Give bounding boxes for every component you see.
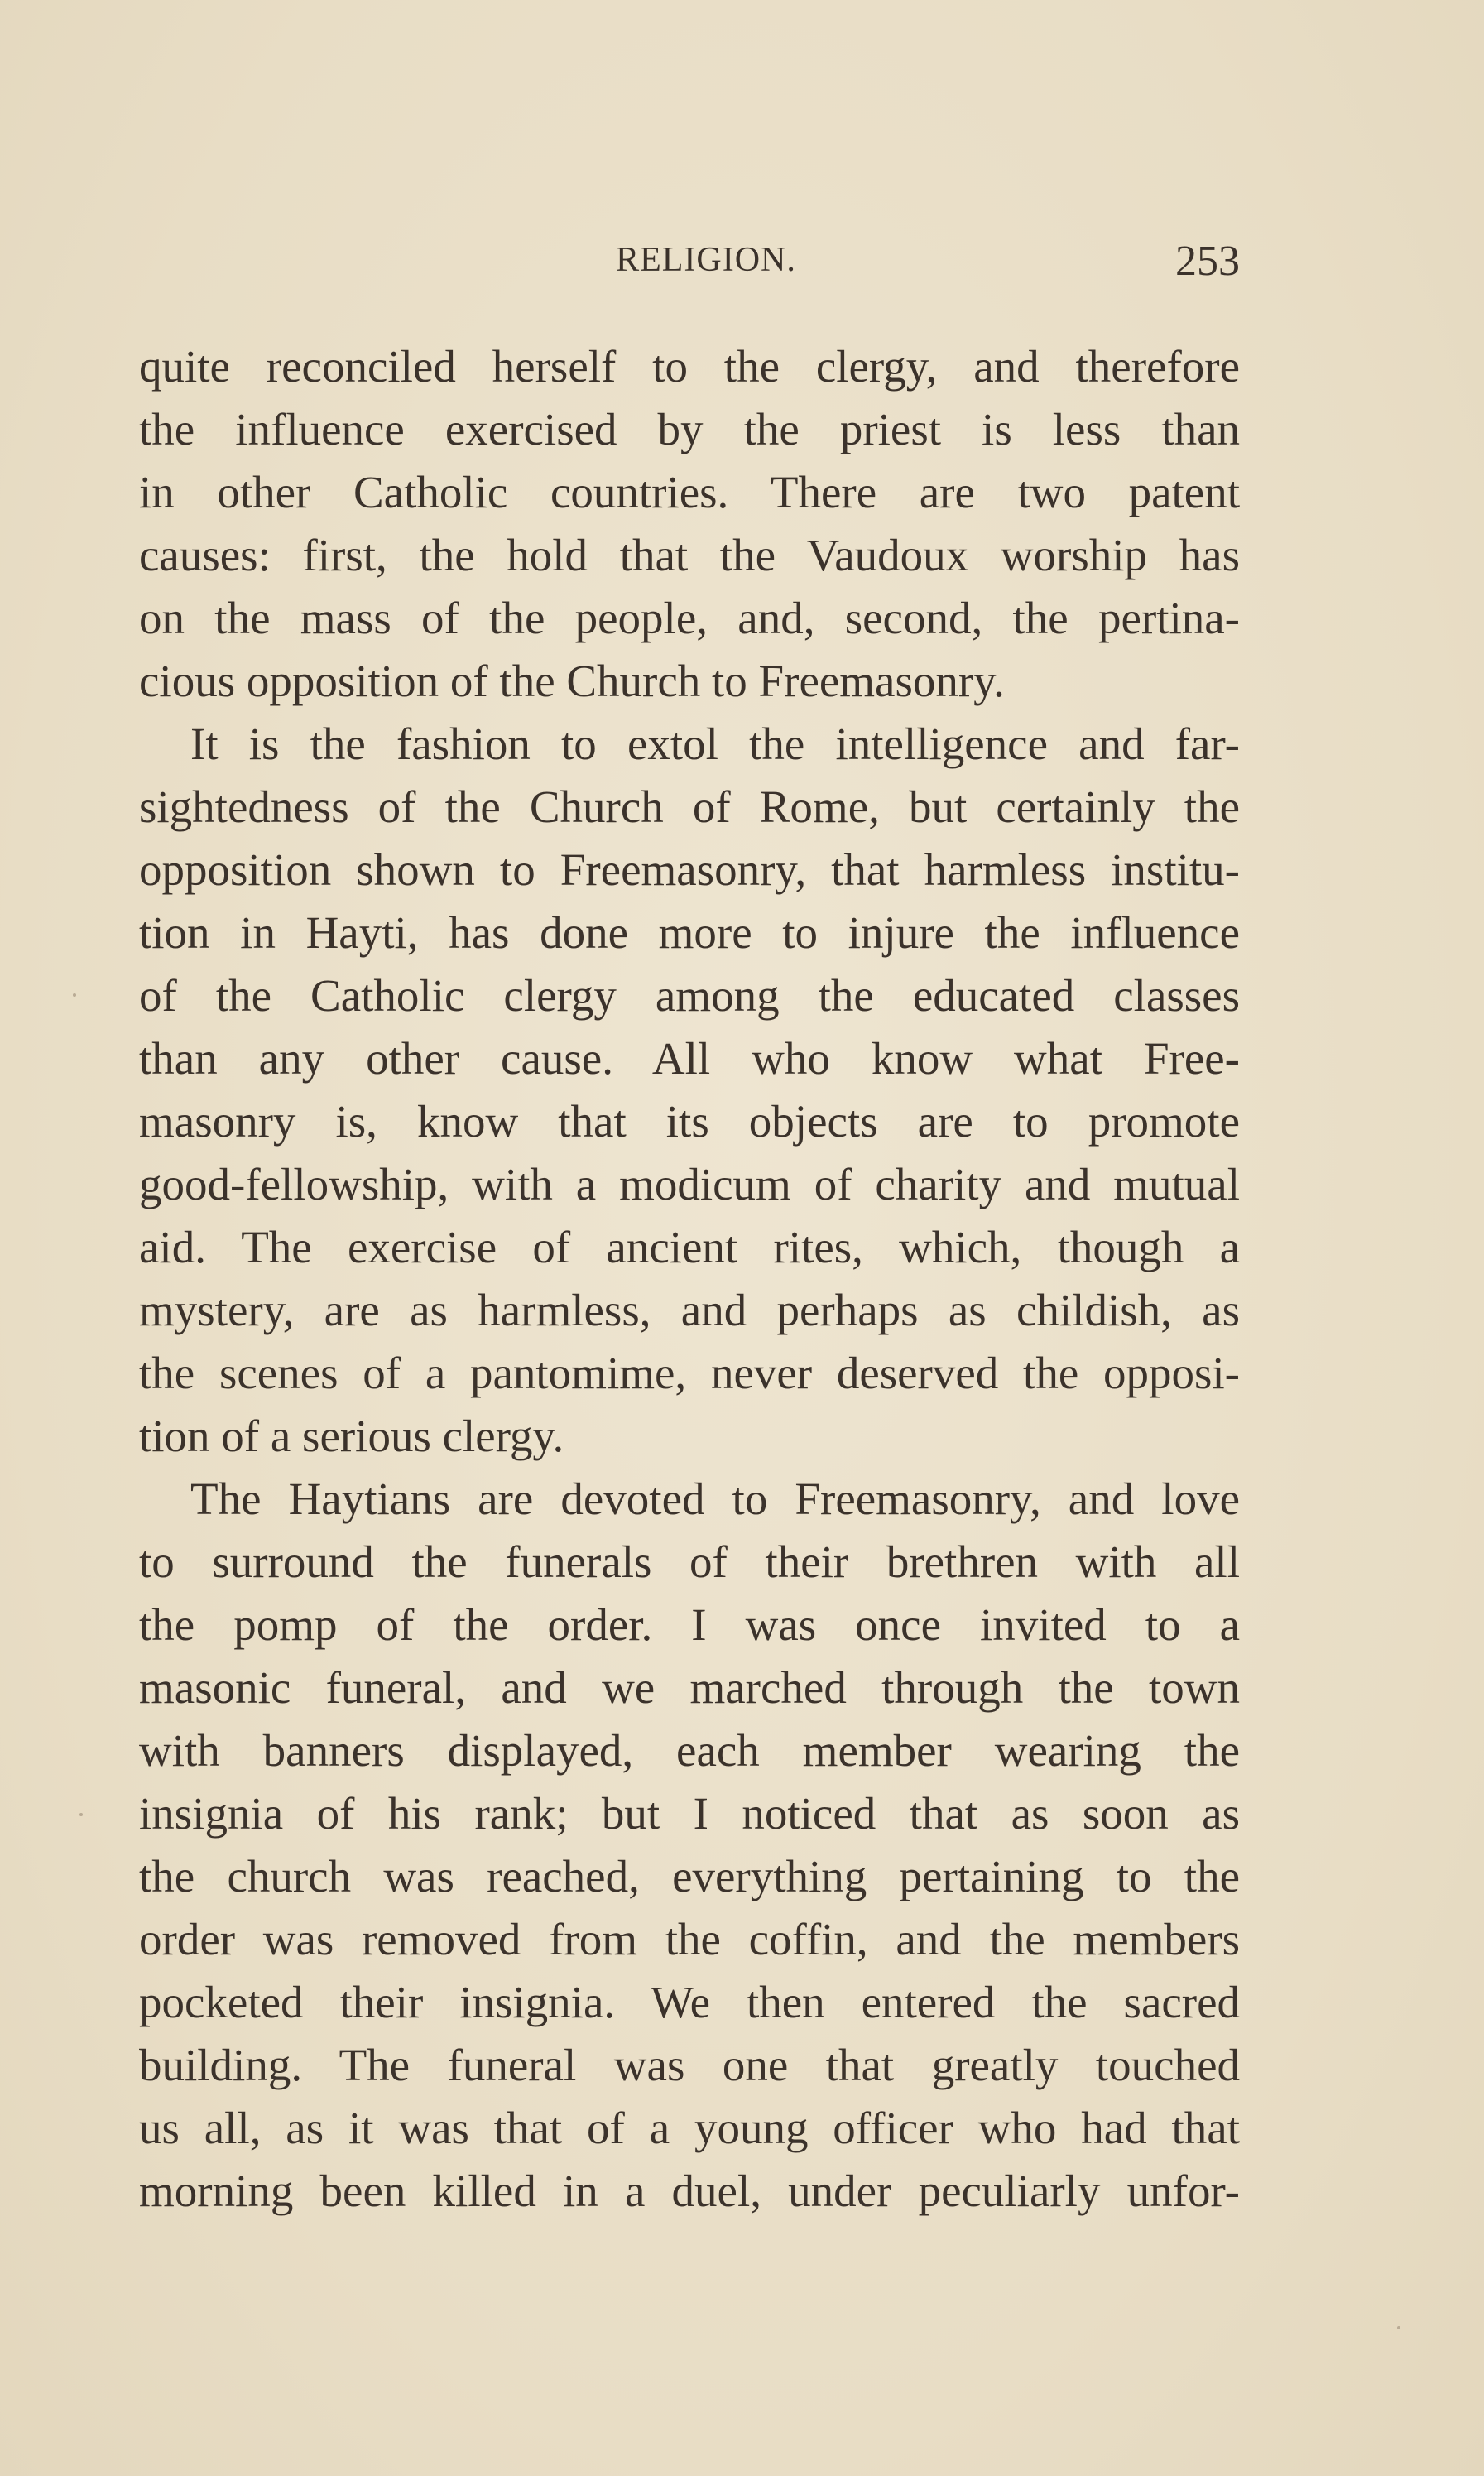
text-line: quite reconciled herself to the clergy, and therefore	[139, 341, 1240, 392]
text-line: the pomp of the order. I was once invited to a	[139, 1599, 1240, 1650]
paper-speck	[79, 1813, 83, 1816]
paper-speck	[73, 993, 76, 997]
text-line: It is the fashion to extol the intelligence and far-	[190, 719, 1240, 769]
text-line: the scenes of a pantomime, never deserved the opposi-	[139, 1348, 1240, 1398]
text-line: sightedness of the Church of Rome, but certainly the	[139, 781, 1240, 832]
text-line: insignia of his rank; but I noticed that as soon as	[139, 1788, 1240, 1839]
text-line: opposition shown to Freemasonry, that harmless institu-	[139, 844, 1240, 895]
page-number: 253	[1175, 238, 1240, 285]
text-line: the church was reached, everything pertaining to the	[139, 1851, 1240, 1901]
running-title: RELIGION.	[616, 241, 796, 279]
text-line: mystery, are as harmless, and perhaps as childish, as	[139, 1285, 1240, 1335]
text-line: us all, as it was that of a young officer who had that	[139, 2103, 1240, 2153]
text-line: on the mass of the people, and, second, the pertina-	[139, 593, 1240, 643]
text-line: masonry is, know that its objects are to promote	[139, 1096, 1240, 1147]
text-line: building. The funeral was one that greatly touched	[139, 2040, 1240, 2090]
text-line: aid. The exercise of ancient rites, which, though a	[139, 1222, 1240, 1272]
text-line: than any other cause. All who know what Free-	[139, 1033, 1240, 1084]
text-line: cious opposition of the Church to Freemasonry.	[139, 656, 1005, 706]
text-line: order was removed from the coffin, and the members	[139, 1914, 1240, 1964]
text-line: pocketed their insignia. We then entered the sacred	[139, 1977, 1240, 2027]
page-header	[139, 240, 1240, 290]
text-line: causes: first, the hold that the Vaudoux worship has	[139, 530, 1240, 580]
text-line: in other Catholic countries. There are two patent	[139, 467, 1240, 517]
paper-speck	[1397, 2326, 1400, 2329]
text-line: to surround the funerals of their brethren with all	[139, 1536, 1240, 1587]
text-line: tion of a serious clergy.	[139, 1411, 564, 1461]
text-line: tion in Hayti, has done more to injure the influence	[139, 907, 1240, 958]
text-line: good-fellowship, with a modicum of charity and mutual	[139, 1159, 1240, 1209]
text-line: morning been killed in a duel, under peculiarly unfor-	[139, 2166, 1240, 2216]
text-line: with banners displayed, each member wearing the	[139, 1725, 1240, 1776]
text-line: masonic funeral, and we marched through the town	[139, 1662, 1240, 1713]
text-line: of the Catholic clergy among the educated classes	[139, 970, 1240, 1021]
text-line: the influence exercised by the priest is less than	[139, 404, 1240, 454]
text-line: The Haytians are devoted to Freemasonry, and love	[190, 1474, 1240, 1524]
body-text	[139, 335, 1240, 2223]
